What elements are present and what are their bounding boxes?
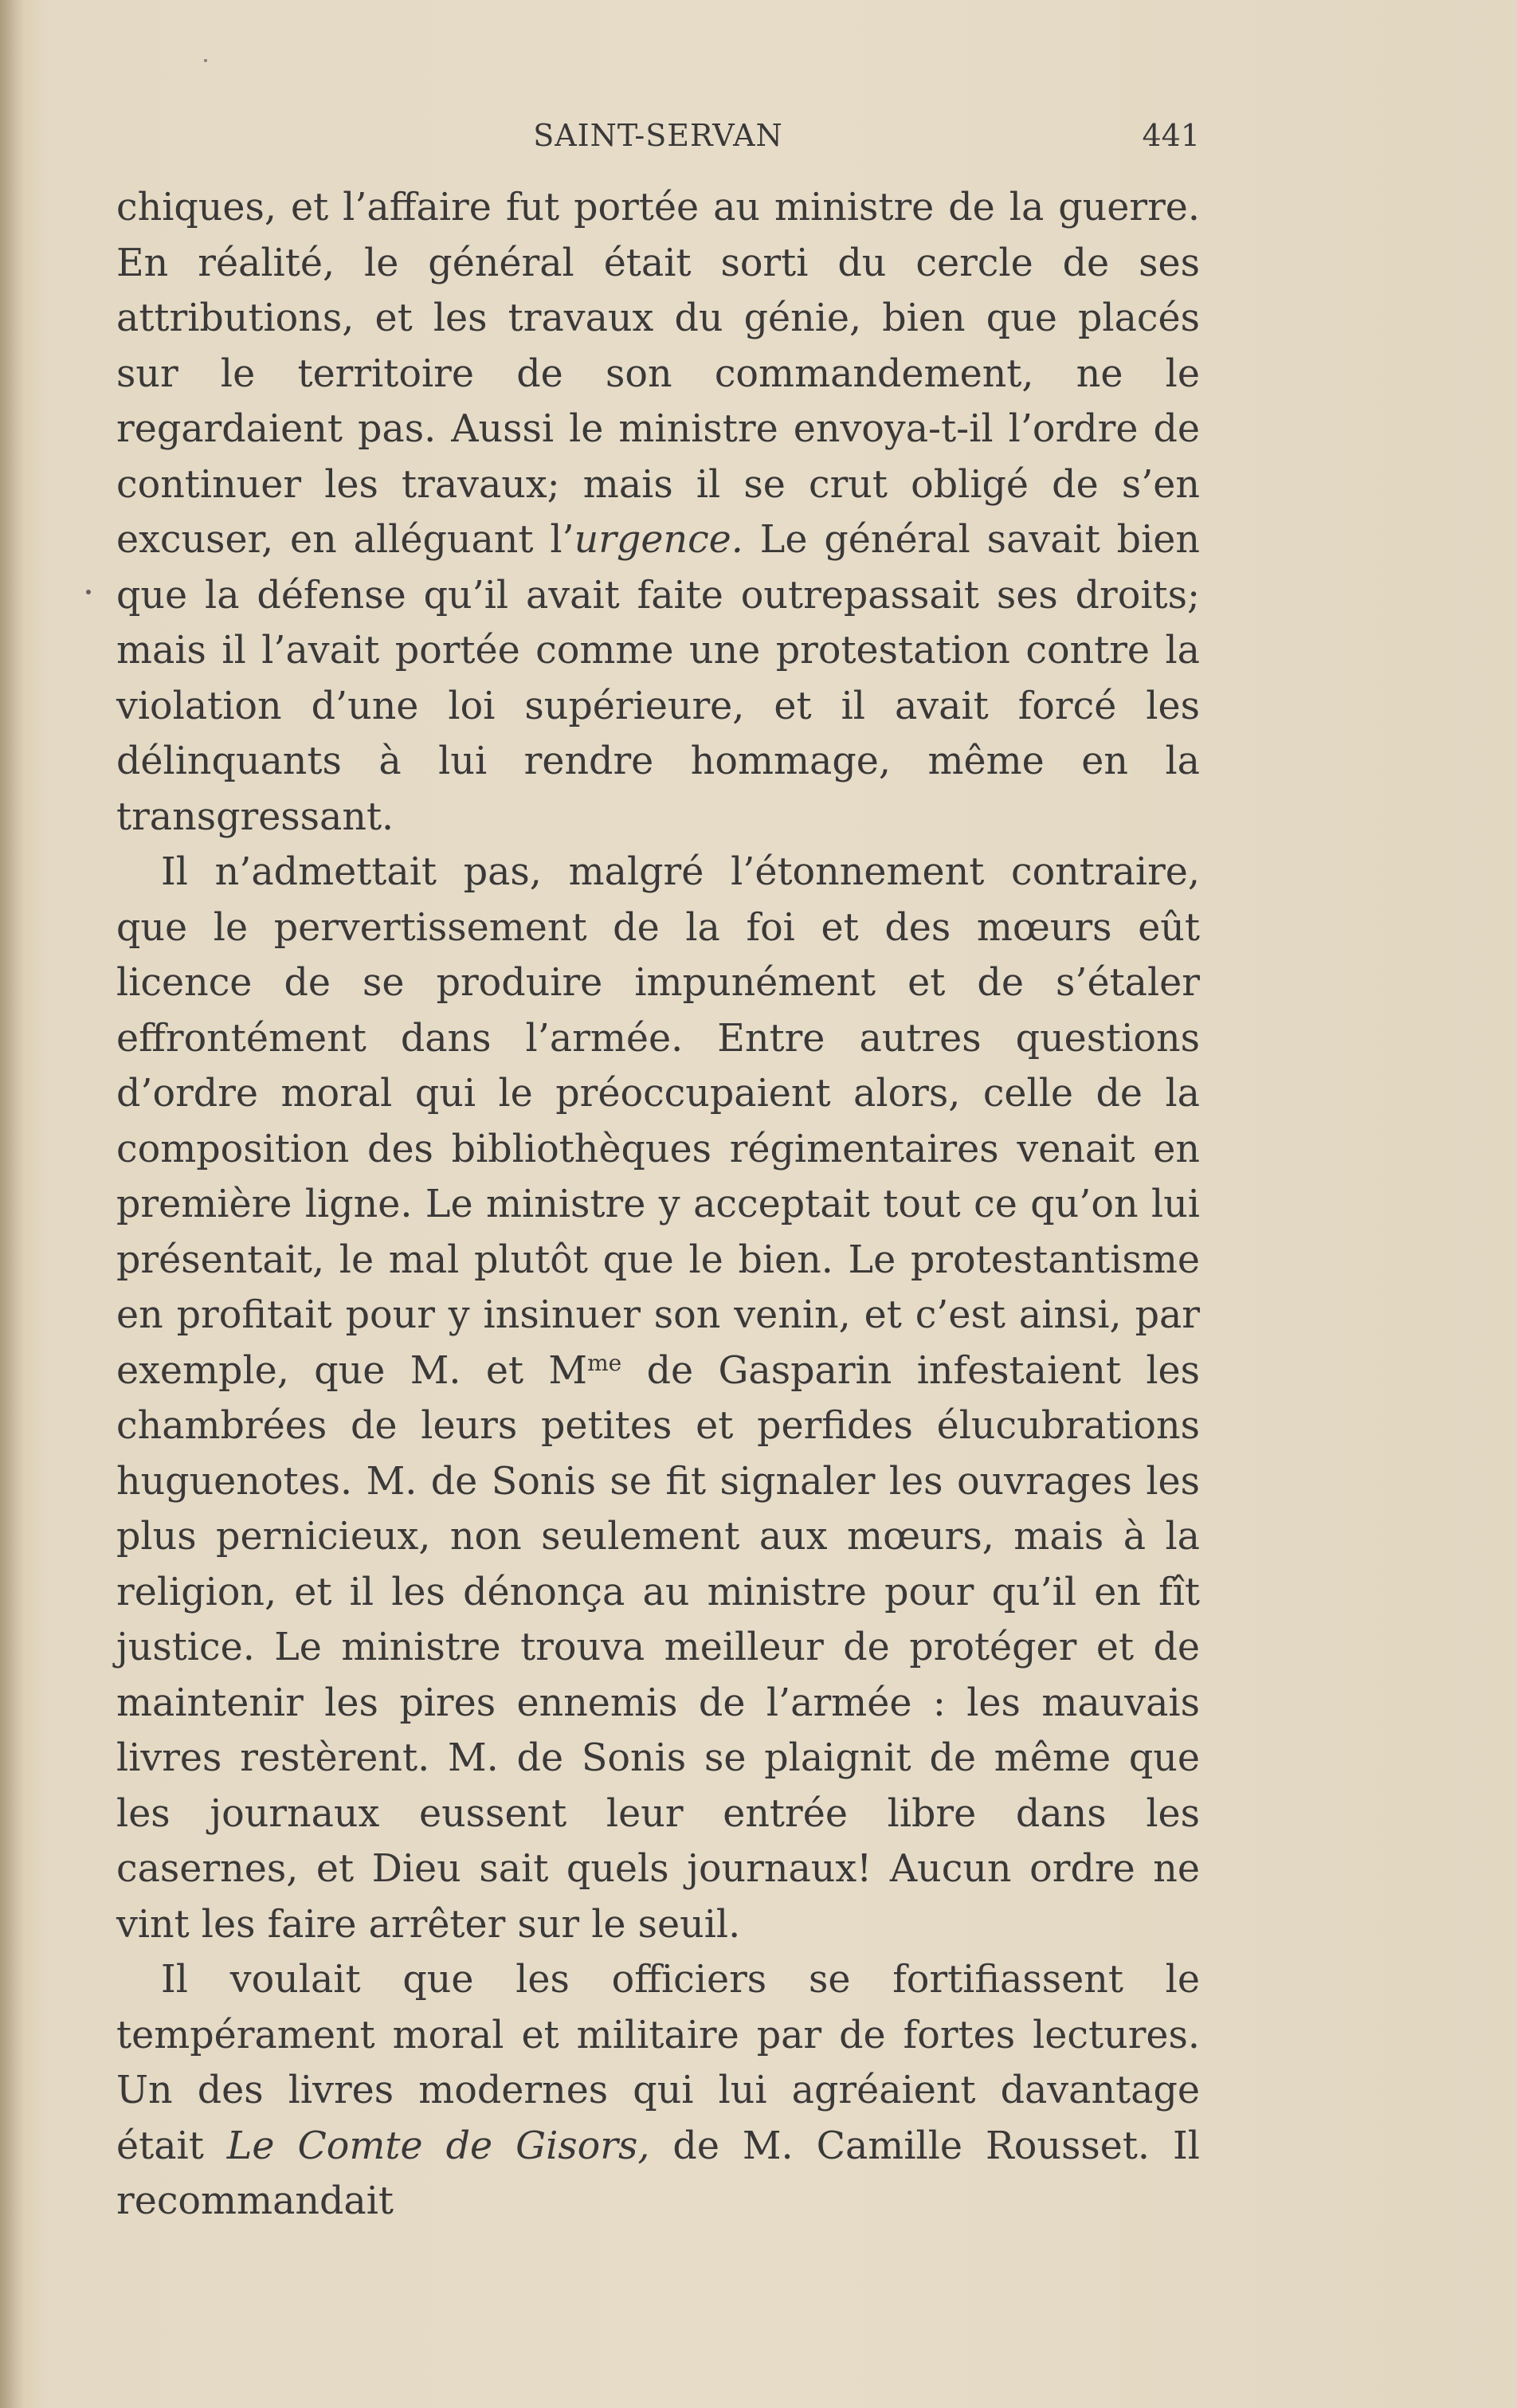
paragraph-2-text-b: de Gasparin infestaient les chambrées de leurs petites et perfides élucubrations huguenotes. M. de Sonis se fit signaler les ouvrages les plus pernicieux, non seulement aux mœurs, mais à la religion, et il les dénonça au ministre pour qu’il en fît justice. Le ministre trouva meilleur de protéger et de maintenir les pires ennemis de l’armée : les mauvais livres restèrent. M. de Sonis se plaignit de même que les journaux eussent leur entrée libre dans les casernes, et Dieu sait quels journaux! Aucun ordre ne vint les faire arrêter sur le seuil. <box>116 1348 1200 1947</box>
paragraph-3-italic: Le Comte de Gisors, <box>226 2124 650 2168</box>
paper-speck <box>204 59 207 62</box>
paragraph-3-text-b: de M. Camille Rousset. Il recommandait <box>116 2124 1200 2223</box>
paragraph-1-italic: urgence. <box>574 518 743 562</box>
paragraph-1-tail: Le général savait bien que la défense qu’il avait faite outrepassait ses droits; mais il l’avait portée comme une protestation contre la violation d’une loi supérieure, et il avait forcé les délinquants à lui rendre hommage, même en la transgressant. <box>116 518 1200 839</box>
paragraph-1-text: chiques, et l’affaire fut portée au ministre de la guerre. En réalité, le général était sorti du cercle de ses attributions, et les travaux du génie, bien que placés sur le territoire de son commandement, ne le regardaient pas. Aussi le ministre envoya-t-il l’ordre de continuer les travaux; mais il se crut obligé de s’en excuser, en alléguant l’ <box>116 186 1200 562</box>
body-text <box>116 180 1200 2230</box>
running-head: SAINT-SERVAN <box>533 118 783 153</box>
paragraph-3-text-a: Il voulait que les officiers se fortifiassent le tempérament moral et militaire par de fortes lectures. Un des livres modernes qui lui agréaient davantage était <box>116 1958 1200 2168</box>
page-header <box>116 118 1200 166</box>
paragraph-2-text-a: Il n’admettait pas, malgré l’étonnement contraire, que le pervertissement de la foi et des mœurs eût licence de se produire impunément et de s’étaler effrontément dans l’armée. Entre autres questions d’ordre moral qui le préoccupaient alors, celle de la composition des bibliothèques régimentaires venait en première ligne. Le ministre y acceptait tout ce qu’on lui présentait, le mal plutôt que le bien. Le protestantisme en profitait pour y insinuer son venin, et c’est ainsi, par exemple, que M. et M <box>116 850 1200 1393</box>
binding-shadow <box>0 0 24 2408</box>
paragraph-1 <box>116 180 1200 845</box>
paragraph-2-superscript: me <box>587 1349 622 1376</box>
page-number: 441 <box>1142 118 1200 153</box>
margin-mark <box>86 590 91 594</box>
paragraph-3 <box>116 1952 1200 2230</box>
paragraph-2 <box>116 845 1200 1952</box>
